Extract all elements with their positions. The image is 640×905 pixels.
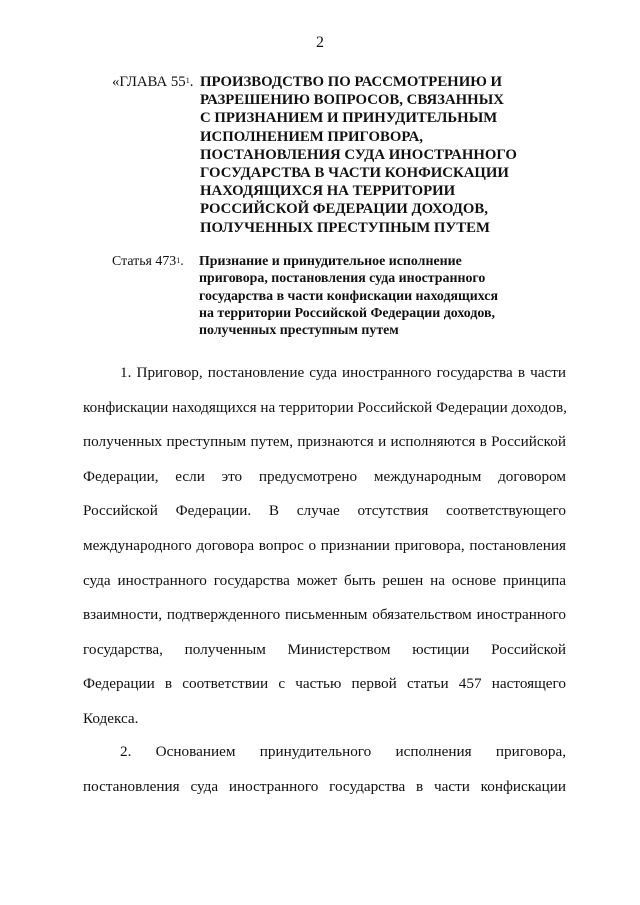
paragraph-line: Федерации, если это предусмотрено международным договором — [83, 467, 566, 485]
paragraph-line: конфискации находящихся на территории Российской Федерации доходов, — [83, 398, 567, 416]
article-title: Признание и принудительное исполнение приговора, постановления суда иностранного государства в части конфискации находящихся на территории Российской Федерации доходов, полученных преступным путем — [199, 254, 498, 339]
paragraph-line: взаимности, подтвержденного письменным обязательством иностранного — [83, 606, 566, 624]
paragraph-line: суда иностранного государства может быть решен на основе принципа — [83, 571, 566, 589]
paragraph-line: государства, полученным Министерством юстиции Российской — [83, 640, 566, 658]
page-number: 2 — [316, 34, 324, 51]
paragraph-line: 2. Основанием принудительного исполнения приговора, — [120, 743, 566, 760]
paragraph-line: полученных преступным путем, признаются и исполняются в Российской — [83, 433, 566, 451]
chapter-superscript: 1 — [185, 76, 190, 85]
paragraph-line: Кодекса. — [83, 709, 139, 727]
paragraph-line: Федерации в соответствии с частью первой статьи 457 настоящего — [83, 675, 566, 693]
article-label: Статья $473^1$. — [112, 254, 184, 269]
chapter-title: ПРОИЗВОДСТВО ПО РАССМОТРЕНИЮ И РАЗРЕШЕНИЮ ВОПРОСОВ, СВЯЗАННЫХ С ПРИЗНАНИЕМ И ПРИНУДИТЕЛЬНЫМ ИСПОЛНЕНИЕМ ПРИГОВОРА, ПОСТАНОВЛЕНИЯ СУДА ИНОСТРАННОГО ГОСУДАРСТВА В ЧАСТИ КОНФИСКАЦИИ НАХОДЯЩИХСЯ НА ТЕРРИТОРИИ РОССИЙСКОЙ ФЕДЕРАЦИИ ДОХОДОВ, ПОЛУЧЕННЫХ ПРЕСТУПНЫМ ПУТЕМ — [200, 74, 517, 236]
article-superscript: 1 — [176, 256, 181, 265]
chapter-heading — [112, 73, 552, 237]
chapter-label: «ГЛАВА $55^1$. — [112, 74, 194, 90]
paragraph-line: международного договора вопрос о признании приговора, постановления — [83, 536, 566, 554]
paragraph-line: постановления суда иностранного государства в части конфискации — [83, 777, 566, 795]
paragraph-2 — [83, 735, 566, 804]
paragraph-1 — [83, 356, 566, 737]
paragraph-line: 1. Приговор, постановление суда иностранного государства в части — [120, 364, 566, 381]
paragraph-line: Российской Федерации. В случае отсутствия соответствующего — [83, 502, 566, 520]
article-heading — [112, 253, 552, 339]
